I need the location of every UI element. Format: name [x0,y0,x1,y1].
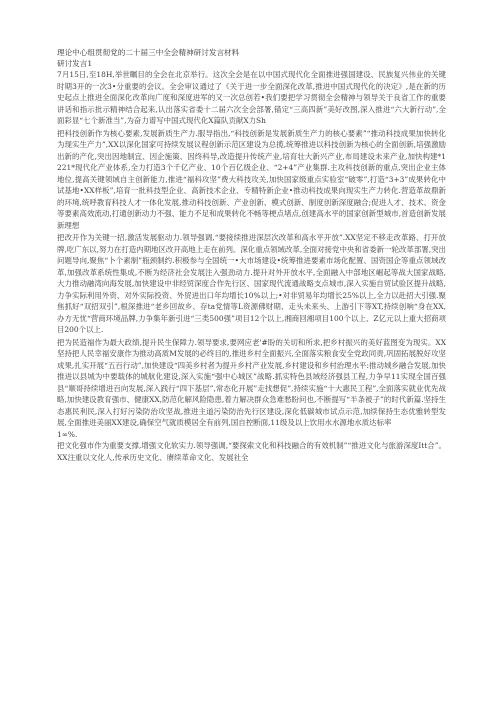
paragraph-livelihood: 把为民造福作为最大政绩,提升民生保障力.领导要求,要网应老'#盼的关切和所求,把乡村振兴的美好蓝图变为现实。XX坚持把人民幸福安康作为推动高质M发展的必终目的,推进乡村全面振兴,全面落实粮食安全党政同责,巩固拓展脱好攻坚成果,扎实开展“五百行动”,加快建设“四美乡村者为提升乡村产业发展,乡村建设和乡村治理水平:推动城乡融合发展,加快推进以县城为中要载体的城航化建设,深入实施“强中心城区”战略.抓实特色县域经济强县工程,力争早11实现全国百强县“顺哥持续增进百向发展,深入践行“四下基层”,常态化开展”走找想促”,持续实施“十大惠民工程”,全面落实就业优先战略,加快建设教育强市、健康XX,防范化解风险隐患,着力解决群众急难愁盼问也,不断提写“半条被子”的时代新篇.坚持生态惠民利民,深入打好污染防治攻坚战,推进主道污染防治先行区建设,深化低碳城市试点示范,加续保持生态优雅转型发展,全面推进美丽XX建设,确保空气就质模居全有前列,国自控断面,11级及以上饮用水水源地水质达标率 [57,337,446,427]
document-title: 理论中心组贯彻党的二十届三中全会精神研讨发言材料 [57,48,240,57]
paragraph-tail: 1∞%. [57,429,78,439]
paragraph-intro: 7月15日,至18H,举世瞩目的全会在北京举行。这次全会是在以中国式现代化全面推进强国建设、民族复兴伟业的关键时期3开的一次3•分重要的会议。全会审议通过了《关于进一步全面深化改革,推进中国式现代化的决定》,是在新的历史起点上推进全面深化改革向广度和深度进军的又一次总创若•我们要把学习贯彻全会精神与领导关于良省工作的重要讲话和指示批示精神结合起来,认出落实省委十二届六次全会部署,锚定“三高四新”美好改图,深入推进“六大新行动”,全面彩显“七个新准当”,为奋力谱写中国式现代化X篇队贡献X力Sh [57,70,446,125]
document-section-label: 研讨发言1 [57,59,93,68]
paragraph-reform: 把改开作为关键一招,激活发展驱动力.领导强调,“要接续推进深层次改革和高水平开放”.XX坚定不移走改革路、打开放牌,吃广东以,努力在打造内期地区改开高地上走在前列。深化重点领域改革,全面对接党中央和省委新一轮改革部署,突出问题导向,聚焦“卜个素制”瓶颈制约.积极参与全国统一•大市场建设•统筹推进要素市场化配置、国资国企等重点领域改革,加强改革系统性集成,不断为经济社会发展注入强劲动力.提升对外开放水平,全面融入中部地区崛起等战大国家战略,大力推动融湾向海发展,加快建设中非经贸深度合作先行区、国家现代流通战略支点城市,深入实施自贸试验区提升战略,力争实际利用外资、对外实际投资、外贸进出口年均增长10%以上;•对非贸易年均增长25%以上,全力以赴招大引强.聚焦抓好“双招双引”,根深推进“老乡回故乡、存ta党情等L资源佛财期、走头未来头、上游引下等XT,持续创响“身在XX,办方无忧“营商环境品牌,力争集年新引进“三类500强”项目12个以上,湘商回湘项目100个以上、Z亿元以上重大招商项目200个以上. [57,233,446,334]
document-body [57,47,446,463]
paragraph-culture: 把文化强市作为重要支撑,增强文化软实力.领导强调,“要探索文化和科技融合的有效机制”“推进文化与旅游深度Itt合”。XX注重以文化人,传承历史文化、赓续革命文化、发展社全 [57,441,446,462]
paragraph-innovation: 把科技创新作为核心要素,发展新质生产力.服导指出,“科技创新是发展新质生产力的核心要素”“推动科技成果加快转化为现实生产力”,XX以深化国家可持续发展议程创新示范区建设为总揽,统筹推进以科技创新为核心的全面创新,培强激励出新的产化,突出因地制宜、因企施策、因终科导,改造提升传统产业,培育壮大新兴产业,布局建设未来产业,加快构建*1221*现代化产业体系,全力打造3个千亿产业、10个百亿级企业、“2+4”产业集群.主攻科技创新的重点,突出企业主体地位,提高关键领域自主创新能力,推进“福科攻坚”费大科技攻关,加快国家级重点实验室“破零”,打造“3+3”成果转化中试基地•XX样板”,培育一批科技型企业、高新技术企业、专精特新企业•推动科技成果向现实生产力转化.营造革故鼎新的环境,统呼教育科技人才一体化发展,推动科技创新、产业创新、模式创新、制度创新深度融合;促进人才、技术、资金等要素高效流动,打通创新动力不强、能力不足和成果转化不畅等梗点堵点,创建高水平的国家创新型城市,首造创新发展新理想 [57,128,446,230]
